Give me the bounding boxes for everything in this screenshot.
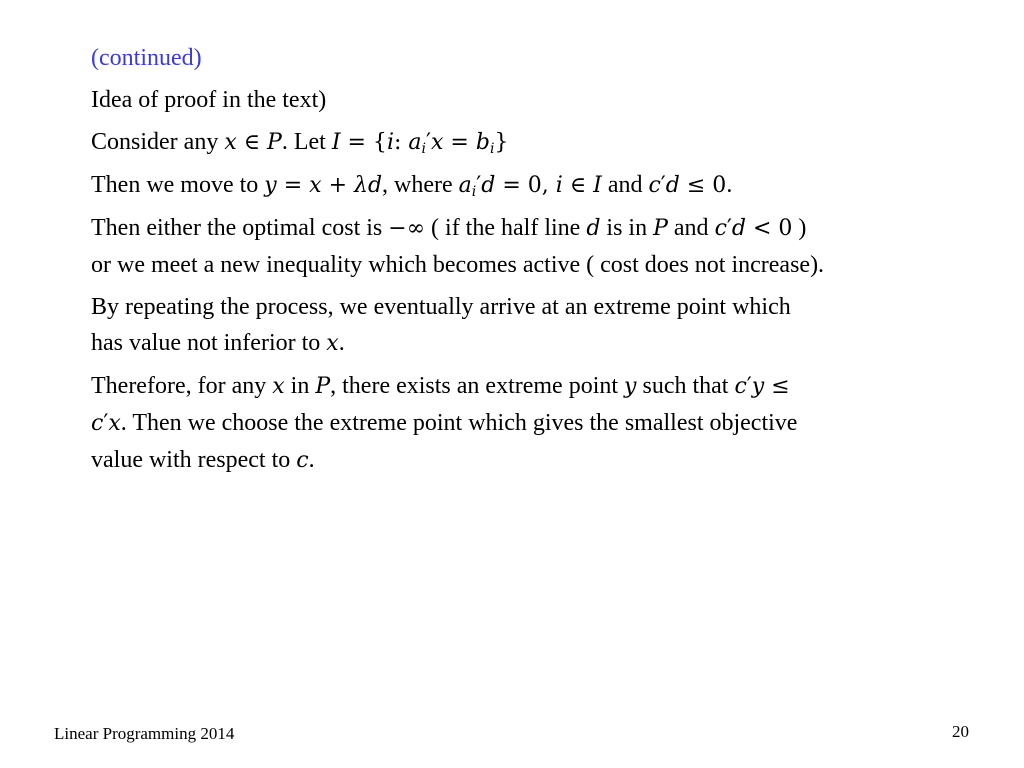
math-x: x [431, 130, 444, 155]
math-c: c [648, 173, 661, 198]
math-y: y [751, 374, 765, 399]
text-run: , where [382, 172, 459, 198]
math-b: b [475, 130, 490, 155]
math-x: x [224, 130, 237, 155]
math-lambda-d: λd [354, 173, 383, 198]
math-P: P [653, 216, 668, 241]
math-y: y [624, 374, 637, 399]
math-sub-i: i [421, 141, 426, 157]
math-x: x [309, 173, 322, 198]
math-prime: ′ [726, 216, 732, 241]
page-number: 20 [952, 722, 969, 741]
math-d: d [665, 173, 680, 198]
text-run: is in [600, 215, 654, 241]
math-d: d [481, 173, 496, 198]
math-eq-zero: = 0, [495, 173, 556, 198]
math-prime: ′ [103, 411, 109, 436]
math-le-zero: ≤ 0 [679, 173, 727, 198]
repeat-process-paragraph [91, 289, 971, 362]
math-sub-i: i [489, 141, 495, 157]
text-run: Therefore, for any [91, 373, 273, 399]
math-x: x [272, 374, 285, 399]
math-neg-infinity: −∞ [388, 216, 426, 241]
math-y: y [264, 173, 277, 198]
text-run: , there exists an extreme point [330, 373, 625, 399]
text-run: Then we move to [91, 172, 265, 198]
math-sub-i: i [471, 184, 477, 200]
math-c: c [296, 448, 309, 473]
therefore-paragraph [91, 368, 971, 479]
math-a: a [408, 130, 422, 155]
math-d: d [731, 216, 746, 241]
math-in: ∈ [562, 173, 594, 198]
math-a: a [458, 173, 472, 198]
math-plus: + [321, 173, 354, 198]
text-run: . [726, 172, 733, 198]
math-i: i [386, 130, 394, 155]
math-P: P [315, 374, 331, 399]
math-eq: = [443, 130, 476, 155]
text-run: By repeating the process, we eventually arrive at an extreme point which [91, 294, 791, 320]
footer-course-title: Linear Programming 2014 [54, 724, 235, 743]
move-line [91, 167, 971, 204]
text-run: has value not inferior to [91, 330, 327, 356]
text-run: and [601, 172, 649, 198]
text-run: ) [792, 215, 807, 241]
text-run: and [667, 215, 715, 241]
proof-idea-line: Idea of proof in the text) [91, 87, 327, 113]
text-run: or we meet a new inequality which becomes active ( cost does not increase). [91, 252, 825, 278]
math-x: x [108, 411, 121, 436]
math-d: d [586, 216, 601, 241]
text-run: Then either the optimal cost is [91, 215, 389, 241]
text-run: . [308, 447, 315, 473]
text-run: value with respect to [91, 447, 297, 473]
math-prime: ′ [746, 374, 752, 399]
math-i: i [555, 173, 563, 198]
optimal-cost-paragraph [91, 210, 971, 283]
math-le: ≤ [764, 374, 790, 399]
math-c: c [734, 374, 747, 399]
math-close-brace: } [494, 130, 509, 155]
text-run: Consider any [91, 129, 225, 155]
math-prime: ′ [660, 173, 666, 198]
math-eq: = [276, 173, 310, 198]
math-I: I [593, 173, 602, 198]
math-eq-brace: = { [340, 130, 387, 155]
math-lt-zero: < 0 [745, 216, 793, 241]
math-prime: ′ [426, 130, 431, 155]
math-P: P [267, 130, 282, 155]
text-run: . [338, 330, 345, 356]
text-run: in [284, 373, 316, 399]
math-c: c [91, 411, 104, 436]
continued-heading: (continued) [91, 45, 202, 71]
math-c: c [714, 216, 727, 241]
slide-body [91, 40, 971, 485]
text-run: . [120, 410, 127, 436]
text-run: Then we choose the extreme point which gives the smallest objective [126, 410, 798, 436]
text-run: . Let [281, 129, 332, 155]
math-in: ∈ [236, 130, 268, 155]
text-run: ( if the half line [425, 215, 587, 241]
math-I: I [331, 130, 341, 155]
text-run: such that [636, 373, 735, 399]
math-x: x [326, 331, 339, 356]
consider-line [91, 124, 971, 161]
math-colon: : [393, 130, 409, 155]
math-prime: ′ [476, 173, 482, 198]
